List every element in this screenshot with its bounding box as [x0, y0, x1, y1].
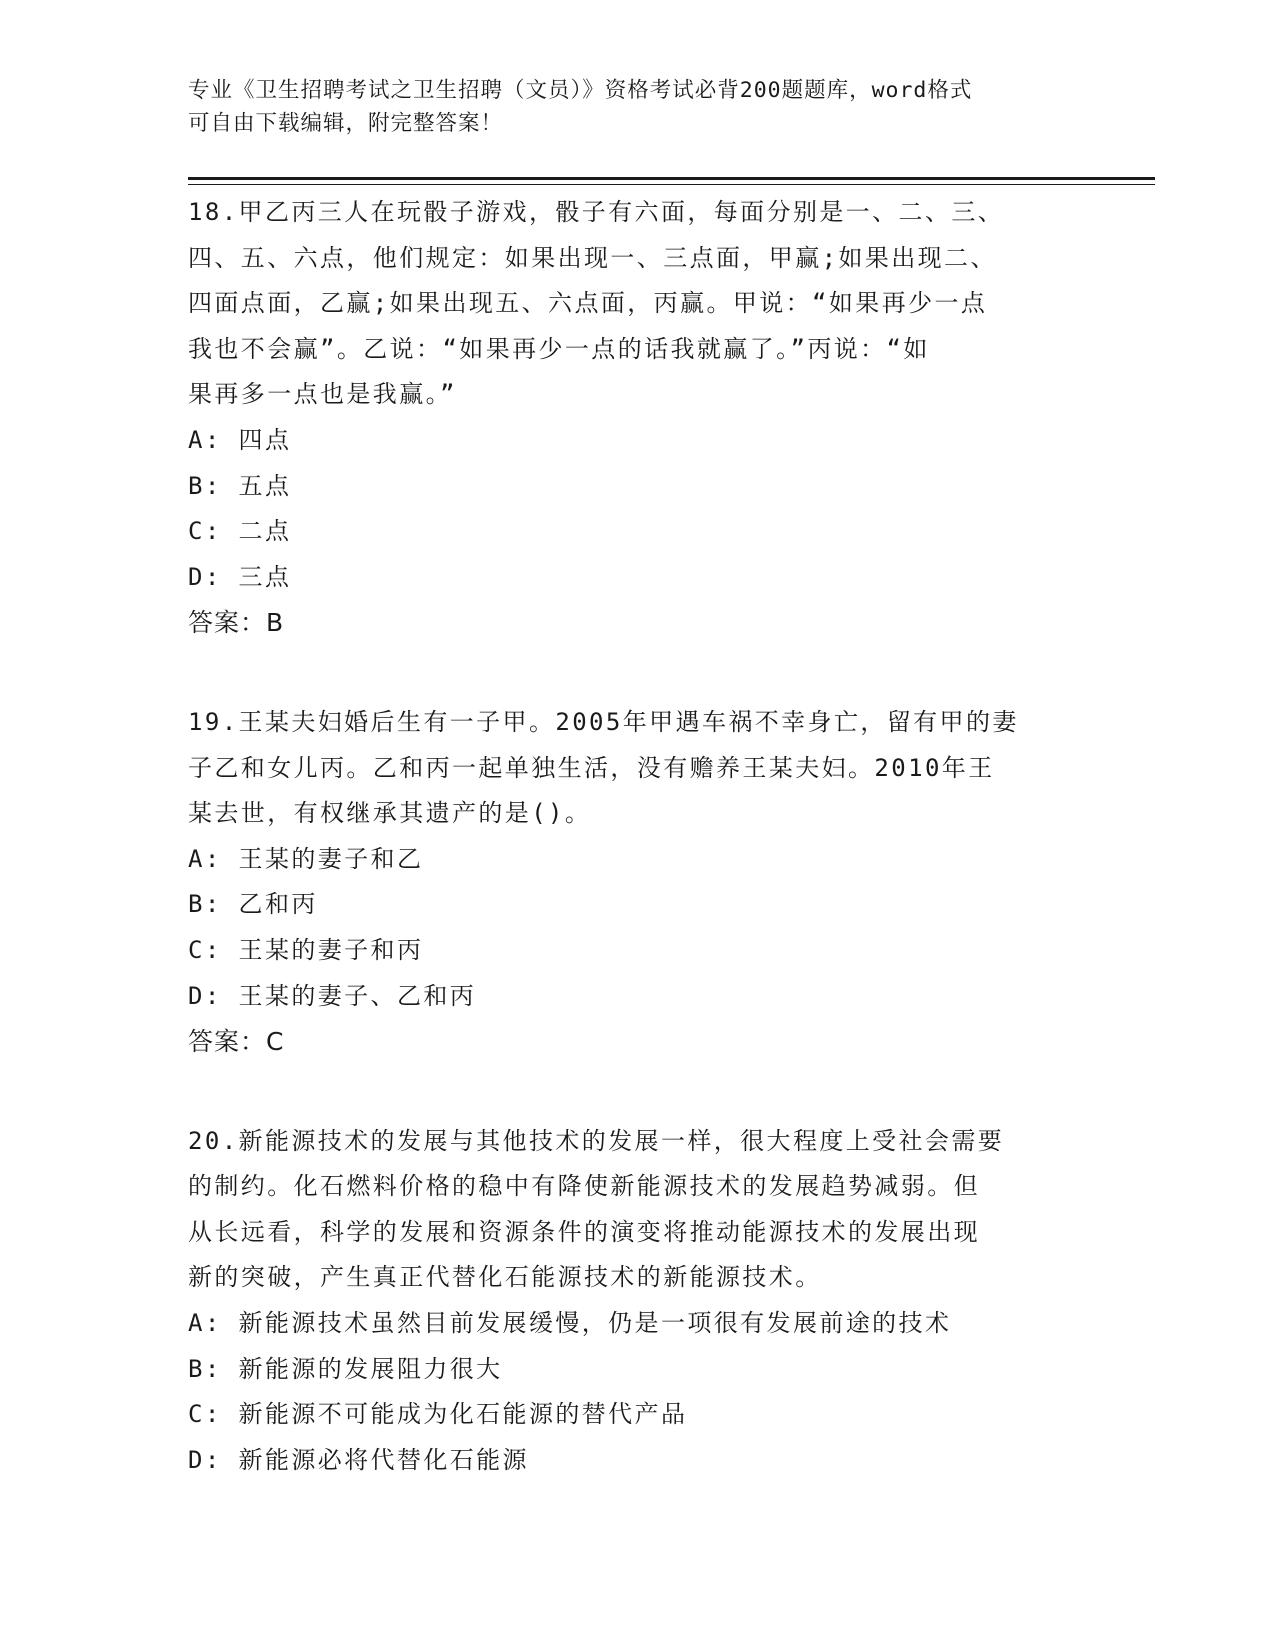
- question-20: [188, 1119, 1088, 1484]
- stem-line: 18.甲乙丙三人在玩骰子游戏，骰子有六面，每面分别是一、二、三、: [188, 198, 1005, 226]
- question-spacer: [188, 1065, 1088, 1119]
- question-19: [188, 700, 1088, 1065]
- answer-label: 答案：B: [188, 608, 285, 638]
- option-b: B: 乙和丙: [188, 890, 318, 919]
- question-stem: [188, 700, 1088, 837]
- option-d: D: 新能源必将代替化石能源: [188, 1445, 529, 1474]
- option-d: D: 王某的妻子、乙和丙: [188, 981, 477, 1010]
- header-line-2: 可自由下载编辑，附完整答案！: [188, 111, 504, 136]
- option-b: B: 五点: [188, 471, 292, 500]
- header-divider-thin: [188, 184, 1155, 185]
- question-spacer: [188, 646, 1088, 700]
- option-b: B: 新能源的发展阻力很大: [188, 1354, 503, 1383]
- stem-line: 子乙和女儿丙。乙和丙一起单独生活，没有赡养王某夫妇。2010年王: [188, 753, 995, 782]
- stem-line: 的制约。化石燃料价格的稳中有降使新能源技术的发展趋势减弱。但: [188, 1172, 980, 1201]
- option-c: C: 二点: [188, 517, 292, 546]
- answer-label: 答案：C: [188, 1027, 285, 1057]
- header-divider-thick: [188, 177, 1155, 180]
- question-stem: [188, 190, 1088, 418]
- document-header: [188, 74, 1068, 140]
- stem-line: 某去世，有权继承其遗产的是()。: [188, 799, 592, 828]
- stem-line: 果再多一点也是我赢。”: [188, 380, 457, 409]
- option-d: D: 三点: [188, 562, 292, 591]
- option-a: A: 四点: [188, 425, 292, 454]
- header-line-1: 专业《卫生招聘考试之卫生招聘（文员）》资格考试必背200题题库，word格式: [188, 78, 973, 103]
- stem-line: 四、五、六点，他们规定：如果出现一、三点面，甲赢;如果出现二、: [188, 243, 997, 272]
- option-a: A: 新能源技术虽然目前发展缓慢，仍是一项很有发展前途的技术: [188, 1309, 952, 1338]
- stem-line: 我也不会赢”。乙说：“如果再少一点的话我就赢了。”丙说：“如: [188, 334, 930, 363]
- question-18: [188, 190, 1088, 646]
- option-a: A: 王某的妻子和乙: [188, 844, 424, 873]
- stem-line: 19.王某夫妇婚后生有一子甲。2005年甲遇车祸不幸身亡，留有甲的妻: [188, 707, 1019, 736]
- option-c: C: 新能源不可能成为化石能源的替代产品: [188, 1400, 688, 1429]
- question-list: [188, 190, 1088, 1483]
- option-c: C: 王某的妻子和丙: [188, 935, 424, 964]
- stem-line: 从长远看，科学的发展和资源条件的演变将推动能源技术的发展出现: [188, 1217, 980, 1246]
- stem-line: 四面点面，乙赢;如果出现五、六点面，丙赢。甲说：“如果再少一点: [188, 289, 988, 318]
- stem-line: 新的突破，产生真正代替化石能源技术的新能源技术。: [188, 1263, 822, 1292]
- stem-line: 20.新能源技术的发展与其他技术的发展一样，很大程度上受社会需要: [188, 1126, 1005, 1155]
- question-stem: [188, 1119, 1088, 1301]
